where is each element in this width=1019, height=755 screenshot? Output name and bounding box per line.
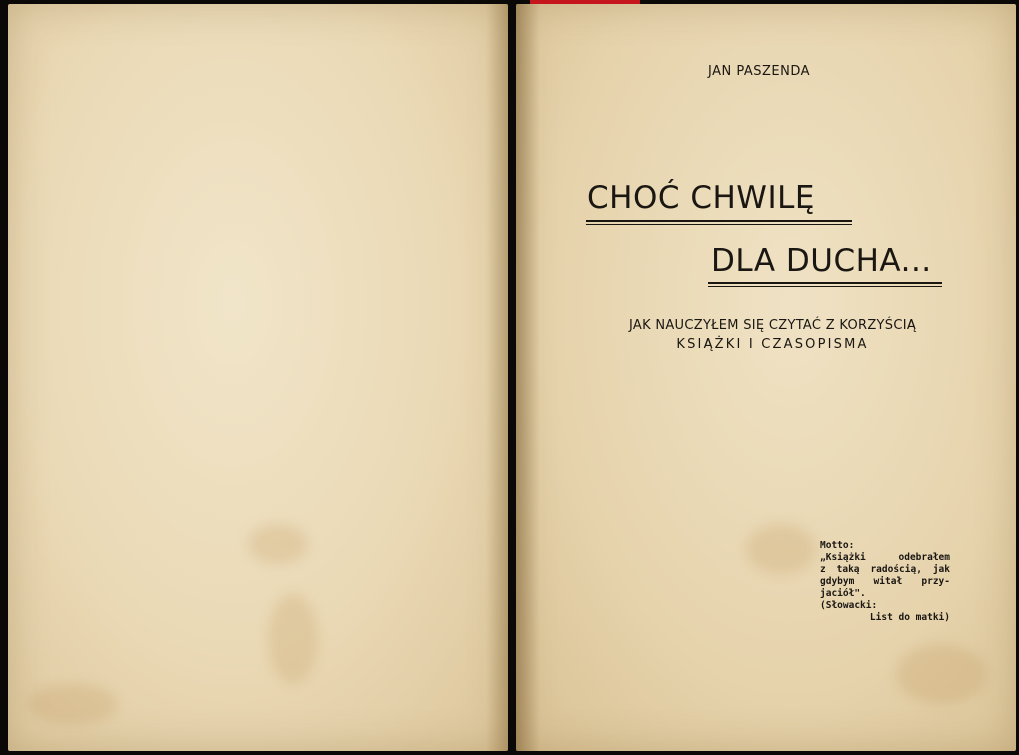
left-page — [8, 4, 508, 751]
motto-quote-line: „Książki odebrałem — [820, 552, 950, 563]
title-underline-2 — [708, 282, 942, 287]
paper-stain — [896, 644, 986, 704]
motto-quote-line: z taką radością, jak — [820, 564, 950, 575]
right-gutter-shadow — [516, 4, 540, 751]
motto-label: Motto: — [820, 540, 855, 551]
paper-stain — [746, 524, 816, 574]
subtitle-line-1: JAK NAUCZYŁEM SIĘ CZYTAĆ Z KORZYŚCIĄ — [628, 318, 917, 333]
motto-quote-line: gdybym witał przy- — [820, 576, 950, 587]
motto-block — [820, 540, 950, 624]
title-underline-1 — [586, 220, 852, 225]
left-gutter-shadow — [486, 4, 508, 751]
motto-quote-line: jaciół". — [820, 588, 866, 599]
title-page — [516, 4, 1016, 751]
paper-stain — [268, 594, 318, 684]
paper-stain — [248, 524, 308, 564]
motto-source-title: List do matki) — [869, 612, 950, 623]
title-line-1: CHOĆ CHWILĘ — [587, 180, 815, 216]
title-line-2: DLA DUCHA... — [711, 243, 932, 279]
author-name: JAN PASZENDA — [708, 64, 811, 79]
motto-source: (Słowacki: — [820, 600, 878, 611]
paper-stain — [28, 684, 118, 724]
subtitle-line-2: KSIĄŻKI I CZASOPISMA — [676, 337, 869, 352]
